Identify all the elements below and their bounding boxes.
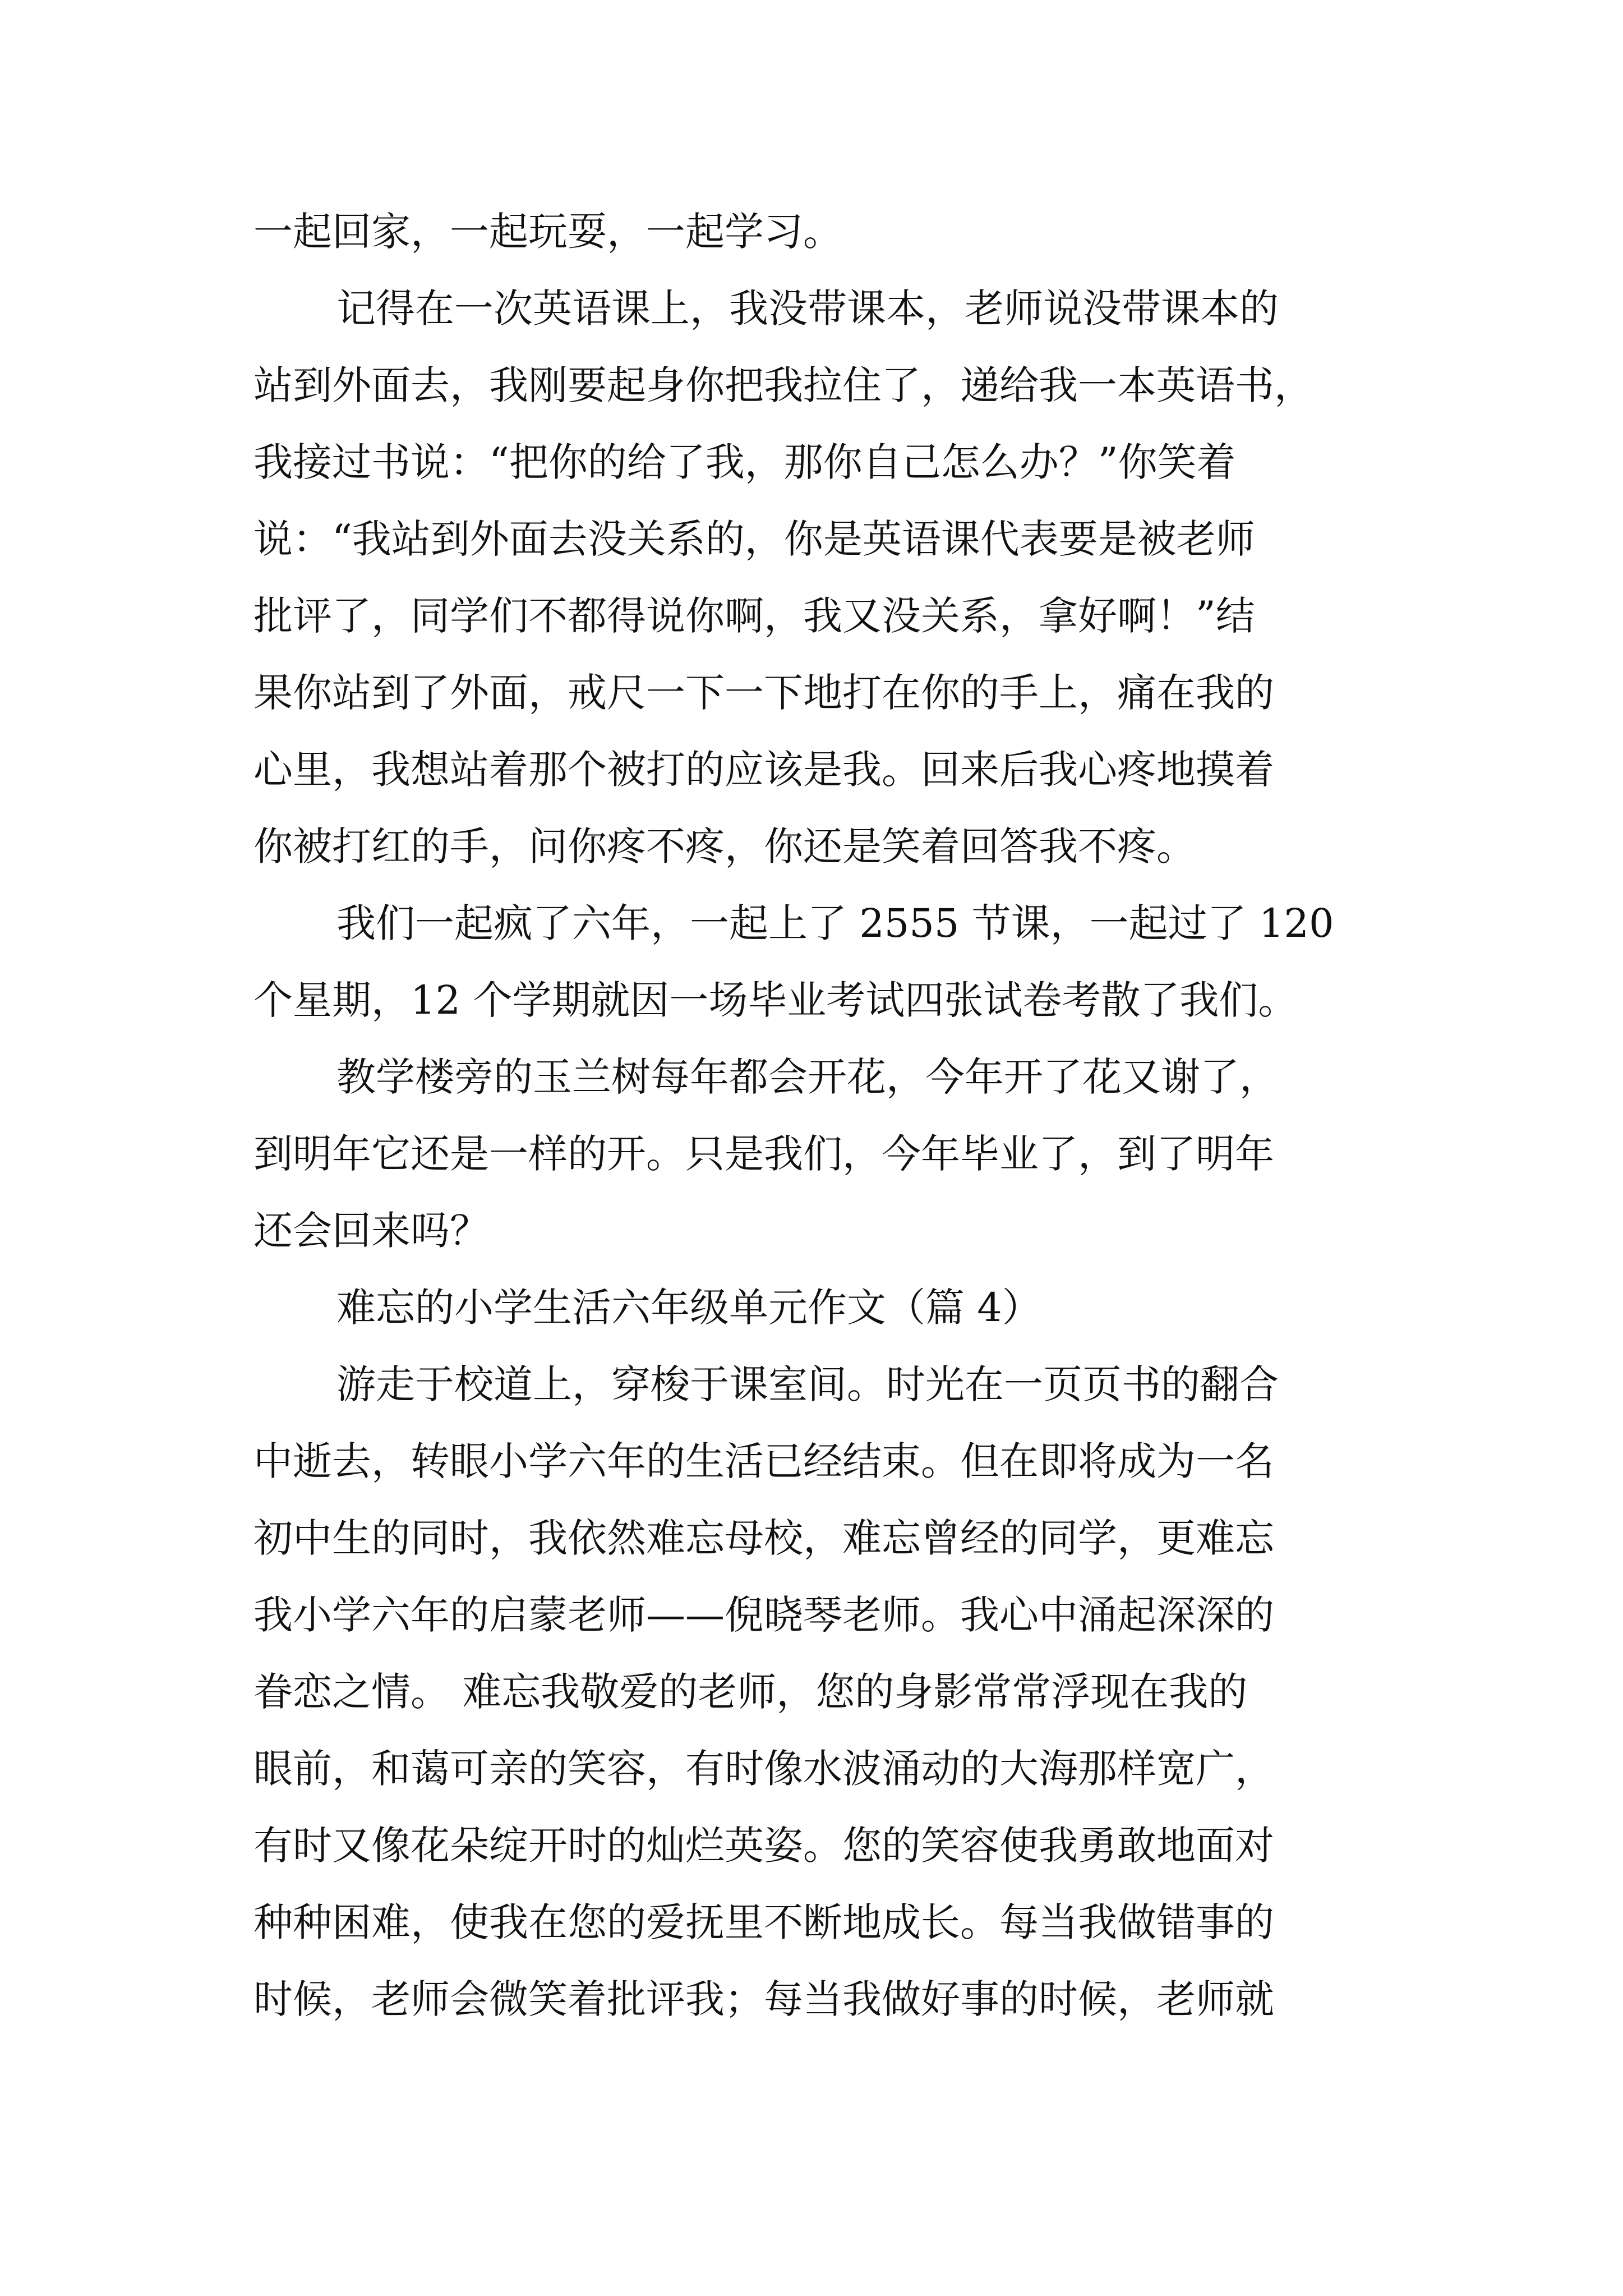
- text-line: 种种困难，使我在您的爱抚里不断地成长。每当我做错事的: [253, 1899, 1274, 1945]
- text-line: 我们一起疯了六年，一起上了 2555 节课，一起过了 120: [336, 900, 1334, 946]
- text-line: 时候，老师会微笑着批评我；每当我做好事的时候，老师就: [253, 1976, 1274, 2022]
- text-line: 我小学六年的启蒙老师——倪晓琴老师。我心中涌起深深的: [253, 1592, 1274, 1638]
- text-line: 说：“我站到外面去没关系的，你是英语课代表要是被老师: [253, 516, 1255, 562]
- text-line: 教学楼旁的玉兰树每年都会开花，今年开了花又谢了，: [336, 1054, 1279, 1100]
- text-line: 中逝去，转眼小学六年的生活已经结束。但在即将成为一名: [253, 1438, 1274, 1484]
- text-line: 游走于校道上，穿梭于课室间。时光在一页页书的翻合: [336, 1361, 1279, 1407]
- text-line: 你被打红的手，问你疼不疼，你还是笑着回答我不疼。: [253, 823, 1196, 869]
- text-line: 眼前，和蔼可亲的笑容，有时像水波涌动的大海那样宽广，: [253, 1746, 1274, 1792]
- text-line: 记得在一次英语课上，我没带课本，老师说没带课本的: [336, 286, 1279, 332]
- document-body: [253, 194, 1398, 2038]
- text-line: 初中生的同时，我依然难忘母校，难忘曾经的同学，更难忘: [253, 1515, 1274, 1561]
- text-line: 心里，我想站着那个被打的应该是我。回来后我心疼地摸着: [253, 747, 1274, 793]
- text-line: 还会回来吗？: [253, 1208, 489, 1254]
- text-line: 难忘的小学生活六年级单元作文（篇 4）: [336, 1285, 1041, 1331]
- text-line: 有时又像花朵绽开时的灿烂英姿。您的笑容使我勇敢地面对: [253, 1823, 1274, 1869]
- text-line: 眷恋之情。 难忘我敬爱的老师，您的身影常常浮现在我的: [253, 1669, 1248, 1715]
- text-line: 个星期，12 个学期就因一场毕业考试四张试卷考散了我们。: [253, 977, 1298, 1023]
- text-line: 一起回家，一起玩耍，一起学习。: [253, 209, 842, 255]
- text-line: 果你站到了外面，戒尺一下一下地打在你的手上，痛在我的: [253, 670, 1274, 716]
- text-line: 我接过书说：“把你的给了我，那你自己怎么办？”你笑着: [253, 439, 1236, 485]
- text-line: 批评了，同学们不都得说你啊，我又没关系，拿好啊！”结: [253, 593, 1255, 639]
- text-line: 到明年它还是一样的开。只是我们，今年毕业了，到了明年: [253, 1131, 1274, 1177]
- text-line: 站到外面去，我刚要起身你把我拉住了，递给我一本英语书，: [253, 362, 1313, 408]
